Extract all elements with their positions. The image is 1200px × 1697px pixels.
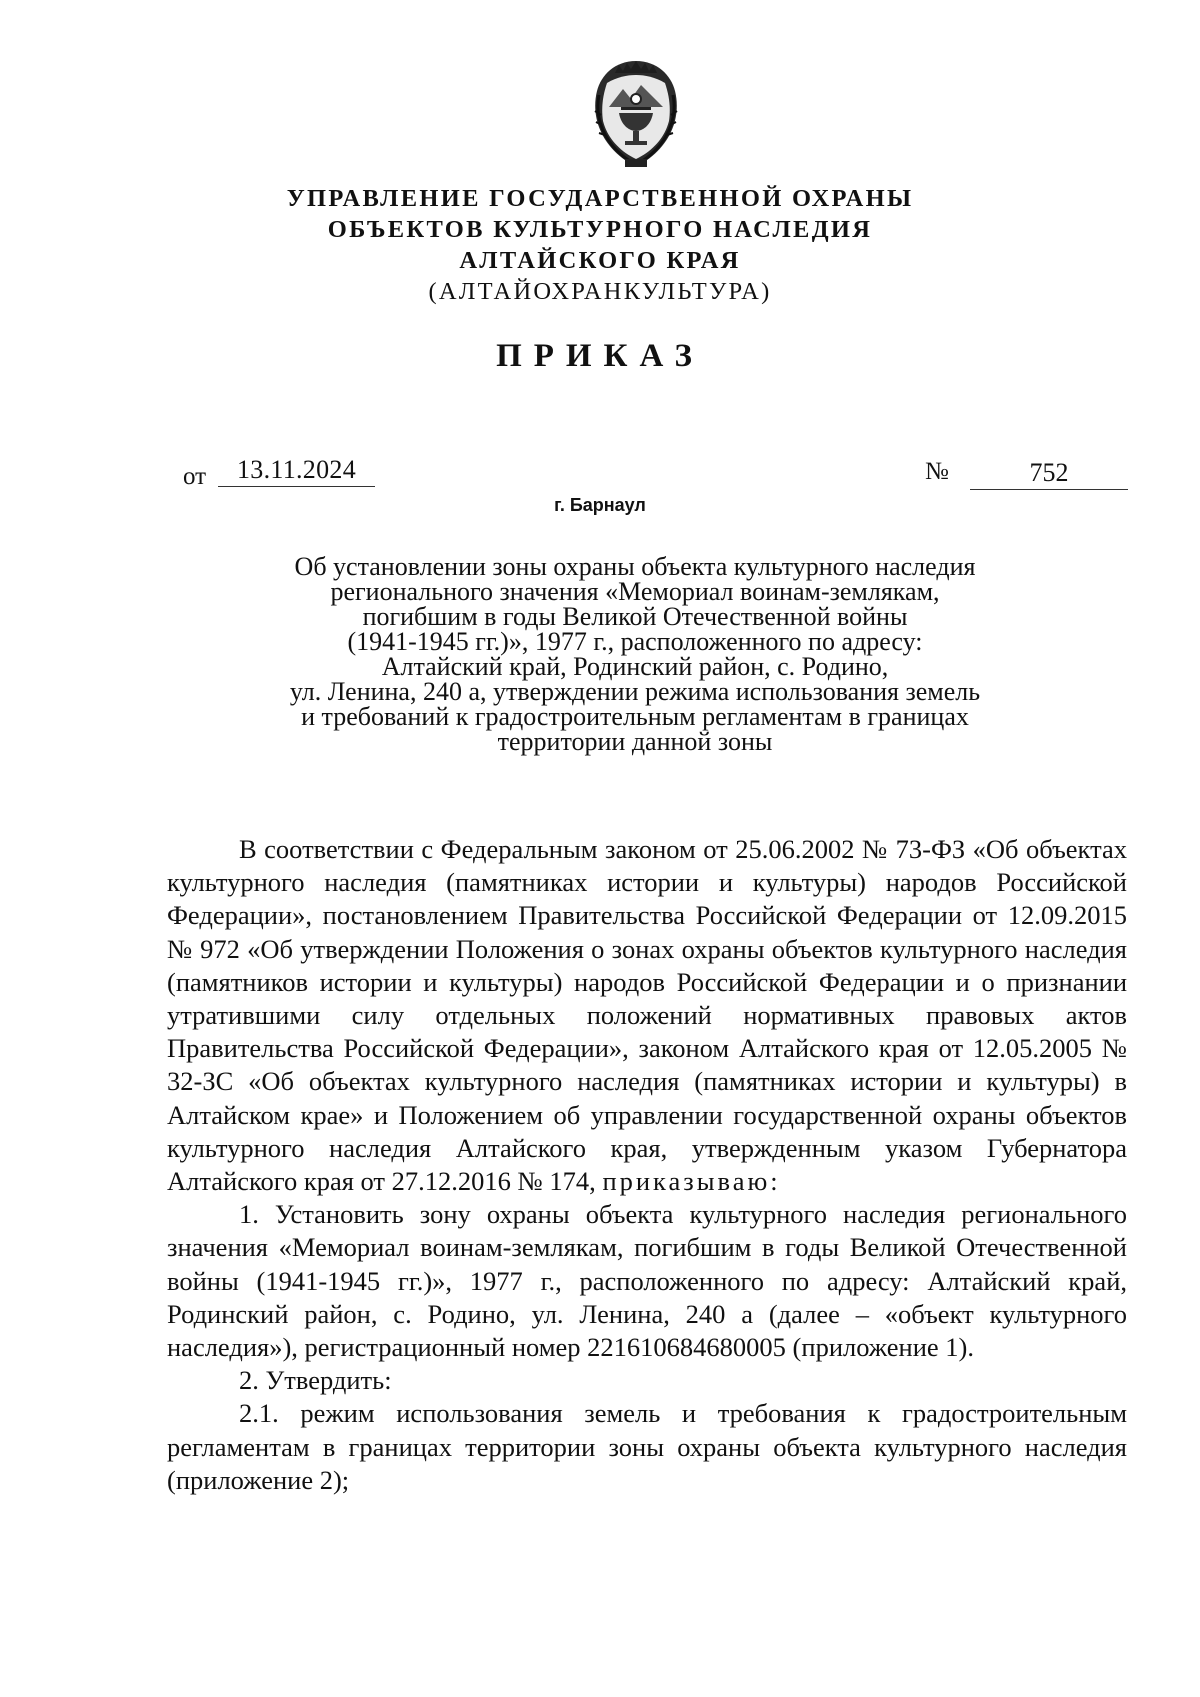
document-type-title: ПРИКАЗ [496, 338, 704, 374]
subject-line: погибшим в годы Великой Отечественной войны [362, 602, 908, 631]
clause-1: 1. Установить зону охраны объекта культурного наследия регионального значения «Мемориал воинам-землякам, погибшим в годы Великой Отечественной войны (1941-1945 гг.)», 1977 г., расположенного по адресу: Алтайский край, Родинский район, с. Родино, ул. Ленина, 240 а (далее – «объект культурного наследия»), регистрационный номер 221610684680005 (приложение 1). [167, 1199, 1127, 1363]
clause-2: 2. Утвердить: [239, 1365, 392, 1396]
clause-2-1: 2.1. режим использования земель и требования к градостроительным регламентам в границах территории зоны охраны объекта культурного наследия (приложение 2); [167, 1398, 1127, 1495]
subject-line: Алтайский край, Родинский район, с. Родино, [381, 652, 889, 681]
preamble-text: В соответствии с Федеральным законом от 25.06.2002 № 73-ФЗ «Об объектах культурного наследия (памятниках истории и культуры) народов Российской Федерации», постановлением Правительства Российской Федерации от 12.09.2015 № 972 «Об утверждении Положения о зонах охраны объектов культурного наследия (памятников истории и культуры) народов Российской Федерации и о признании утратившими силу отдельных положений нормативных правовых актов Правительства Российской Федерации», законом Алтайского края от 12.05.2005 № 32-ЗС «Об объектах культурного наследия (памятниках истории и культуры) в Алтайском крае» и Положением об управлении государственной охраны объектов культурного наследия Алтайского края, утвержденным указом Губернатора Алтайского края от 27.12.2016 № 174, [167, 834, 1127, 1197]
coat-of-arms-icon [585, 55, 687, 175]
date-label: от [183, 463, 207, 490]
subject-line: территории данной зоны [497, 727, 773, 756]
issuing-authority-header [0, 183, 1200, 307]
header-abbreviation: (АЛТАЙОХРАНКУЛЬТУРА) [428, 278, 772, 305]
document-body [167, 833, 1127, 1497]
document-date: 13.11.2024 [218, 455, 375, 487]
preamble-paragraph [167, 833, 1127, 1198]
coat-of-arms-graphic [585, 55, 687, 175]
document-subject [245, 554, 1025, 754]
subject-line: регионального значения «Мемориал воинам-землякам, [330, 577, 940, 606]
header-line-1: УПРАВЛЕНИЕ ГОСУДАРСТВЕННОЙ ОХРАНЫ [286, 185, 914, 212]
header-line-3: АЛТАЙСКОГО КРАЯ [459, 247, 741, 274]
subject-line: Об установлении зоны охраны объекта культурного наследия [294, 552, 976, 581]
order-word: приказываю: [602, 1166, 781, 1197]
document-number: 752 [970, 458, 1128, 490]
subject-line: ул. Ленина, 240 а, утверждении режима использования земель [289, 677, 981, 706]
subject-line: (1941-1945 гг.)», 1977 г., расположенного по адресу: [347, 627, 923, 656]
city-of-issue: г. Барнаул [554, 495, 646, 515]
header-line-2: ОБЪЕКТОВ КУЛЬТУРНОГО НАСЛЕДИЯ [327, 216, 873, 243]
subject-line: и требований к градостроительным регламентам в границах [301, 702, 969, 731]
number-label: № [925, 458, 949, 485]
